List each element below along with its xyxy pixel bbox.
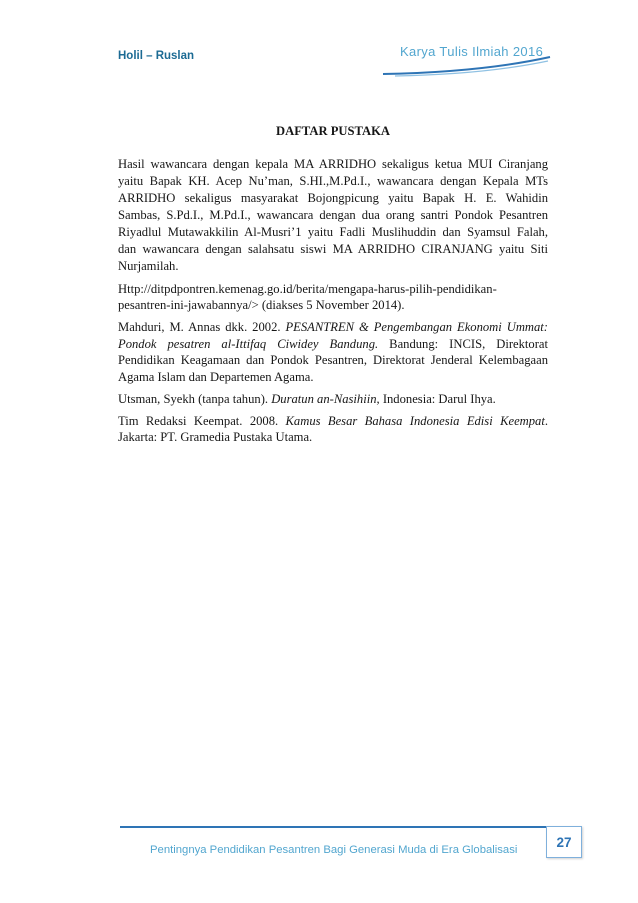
reference-book-title: Pondok pesatren al-Ittifaq Ciwidey Bandung. [118, 336, 379, 351]
reference-line: Agama Islam dan Departemen Agama. [118, 369, 314, 384]
reference-list [118, 156, 548, 451]
reference-entry [118, 391, 548, 408]
page-number: 27 [556, 834, 572, 850]
reference-entry [118, 413, 548, 446]
reference-book-title: Duratun an-Nasihiin, [271, 391, 380, 406]
reference-line: pesantren-ini-jawabannya/> (diakses 5 November 2014). [118, 298, 405, 312]
reference-line: Riyadlul Mutawakkilin Al-Musri’1 yaitu Fadli Muslihuddin dan Syamsul Falah, [118, 225, 548, 239]
reference-publisher: Bandung: INCIS, Direktorat [378, 336, 548, 351]
reference-author-year: Tim Redaksi Keempat. 2008. [118, 413, 286, 428]
reference-entry [118, 319, 548, 385]
reference-line: Jakarta: PT. Gramedia Pustaka Utama. [118, 430, 313, 444]
reference-entry [118, 156, 548, 275]
reference-line: Pendidikan Keagamaan dan Pondok Pesantren, Direktorat Jenderal Kelembagaan [118, 353, 548, 367]
reference-line [118, 413, 548, 430]
reference-author-year: Utsman, Syekh (tanpa tahun). [118, 391, 272, 406]
reference-publisher: Indonesia: Darul Ihya. [379, 391, 496, 406]
reference-line: Sambas, S.Pd.I., M.Pd.I., wawancara dengan dua orang santri Pondok Pesantren [118, 208, 548, 222]
header-swoosh [0, 0, 638, 90]
reference-line: yaitu Bapak KH. Acep Nu’man, S.HI.,M.Pd.I., wawancara dengan Kepala MTs [118, 174, 548, 188]
reference-book-title: PESANTREN & Pengembangan Ekonomi Ummat: [285, 320, 549, 334]
reference-author-year: Mahduri, M. Annas dkk. 2002. [118, 320, 286, 334]
reference-line [118, 336, 548, 353]
footer-running-title: Pentingnya Pendidikan Pesantren Bagi Generasi Muda di Era Globalisasi [150, 844, 518, 856]
reference-url-line: Http://ditpdpontren.kemenag.go.id/berita/mengapa-harus-pilih-pendidikan- [118, 281, 497, 296]
reference-line: Nurjamilah. [118, 259, 179, 273]
header-series-title: Karya Tulis Ilmiah 2016 [400, 44, 544, 59]
reference-line [118, 391, 548, 408]
reference-entry [118, 281, 548, 314]
reference-line [118, 319, 548, 336]
reference-line: Hasil wawancara dengan kepala MA ARRIDHO sekaligus ketua MUI Ciranjang [118, 157, 548, 171]
reference-line: ARRIDHO sekaligus masyarakat Bojongpicung yaitu Bapak H. E. Wahidin [118, 191, 548, 205]
page-number-box [546, 826, 582, 858]
reference-punctuation: . [544, 413, 548, 428]
reference-book-title: Kamus Besar Bahasa Indonesia Edisi Keempat [285, 413, 545, 428]
footer-rule [120, 826, 546, 828]
page-title: DAFTAR PUSTAKA [276, 124, 390, 138]
header-author: Holil – Ruslan [118, 50, 195, 62]
reference-line: dan wawancara dengan salahsatu siswi MA ARRIDHO CIRANJANG yaitu Siti [118, 242, 548, 256]
